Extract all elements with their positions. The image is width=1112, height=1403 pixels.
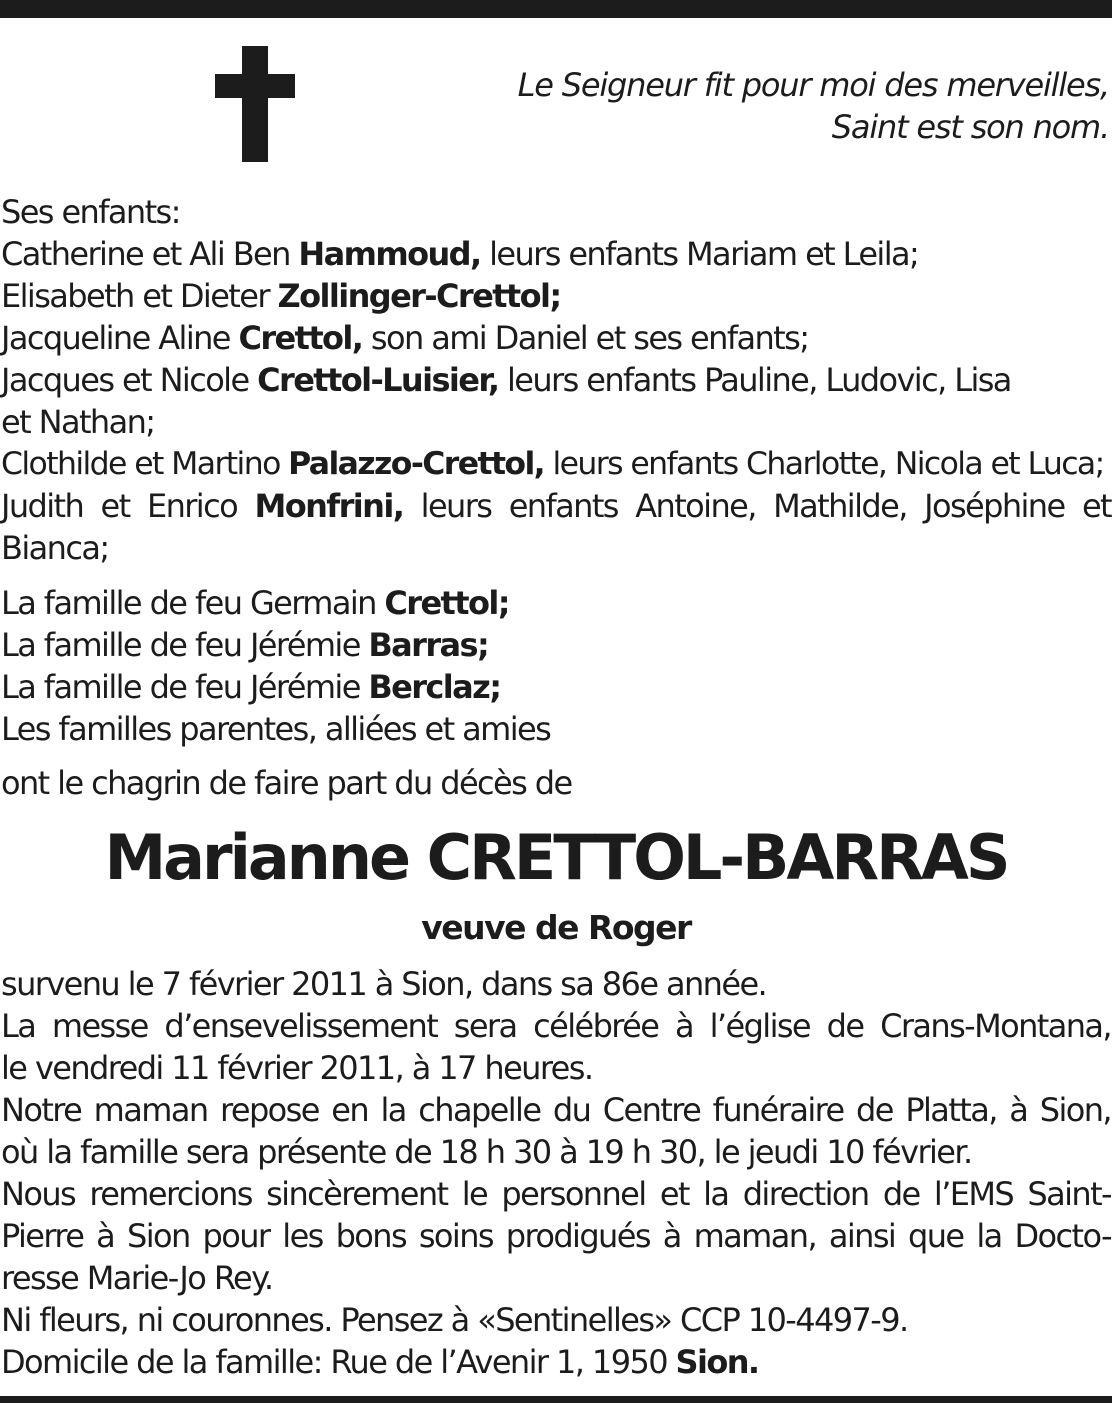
list-item: Judith et Enrico Monfrini, leurs enfants Antoine, Mathilde, Joséphine et: [1, 487, 1111, 525]
list-item: Catherine et Ali Ben Hammoud, leurs enfants Mariam et Leila;: [1, 235, 919, 273]
funeral-details: [1, 963, 1111, 1383]
detail-line: Domicile de la famille: Rue de l’Avenir 1, 1950 Sion.: [1, 1343, 759, 1381]
children-heading: Ses enfants:: [1, 193, 180, 231]
list-item: et Nathan;: [1, 403, 155, 441]
list-item: Jacques et Nicole Crettol-Luisier, leurs enfants Pauline, Ludovic, Lisa: [1, 361, 1011, 399]
detail-line: La messe d’ensevelissement sera célébrée à l’église de Crans-Montana,: [1, 1007, 1111, 1045]
children-list: [1, 191, 1111, 569]
list-item: Jacqueline Aline Crettol, son ami Daniel et ses enfants;: [1, 319, 809, 357]
list-item: Les familles parentes, alliées et amies: [1, 710, 551, 748]
detail-line: Notre maman repose en la chapelle du Centre funéraire de Platta, à Sion,: [1, 1091, 1111, 1129]
bottom-rule: [0, 1396, 1112, 1403]
detail-line: resse Marie-Jo Rey.: [1, 1259, 273, 1297]
families-list: [1, 582, 1111, 750]
top-rule: [0, 0, 1112, 18]
list-item: La famille de feu Germain Crettol;: [1, 584, 509, 622]
detail-line: survenu le 7 février 2011 à Sion, dans sa 86e année.: [1, 965, 767, 1003]
detail-line: Nous remercions sincèrement le personnel et la direction de l’EMS Saint-: [1, 1175, 1111, 1213]
detail-line: où la famille sera présente de 18 h 30 à 19 h 30, le jeudi 10 février.: [1, 1133, 972, 1171]
detail-line: Ni fleurs, ni couronnes. Pensez à «Sentinelles» CCP 10-4497-9.: [1, 1301, 908, 1339]
verse-quote: [469, 64, 1109, 148]
deceased-name: Marianne CRETTOL-BARRAS: [104, 821, 1008, 894]
verse-line: Saint est son nom.: [831, 108, 1109, 146]
cross-icon: [215, 46, 295, 162]
widow-of: veuve de Roger: [421, 908, 691, 947]
detail-line: le vendredi 11 février 2011, à 17 heures.: [1, 1049, 593, 1087]
detail-line: Pierre à Sion pour les bons soins prodigués à maman, ainsi que la Docto-: [1, 1217, 1111, 1255]
list-item: Elisabeth et Dieter Zollinger-Crettol;: [1, 277, 561, 315]
verse-line: Le Seigneur fit pour moi des merveilles,: [517, 66, 1109, 104]
list-item: La famille de feu Jérémie Berclaz;: [1, 668, 501, 706]
list-item: Clothilde et Martino Palazzo-Crettol, leurs enfants Charlotte, Nicola et Luca;: [1, 446, 1104, 482]
list-item: La famille de feu Jérémie Barras;: [1, 626, 489, 664]
list-item: Bianca;: [1, 529, 109, 567]
announcement-intro: ont le chagrin de faire part du décès de: [1, 764, 572, 802]
